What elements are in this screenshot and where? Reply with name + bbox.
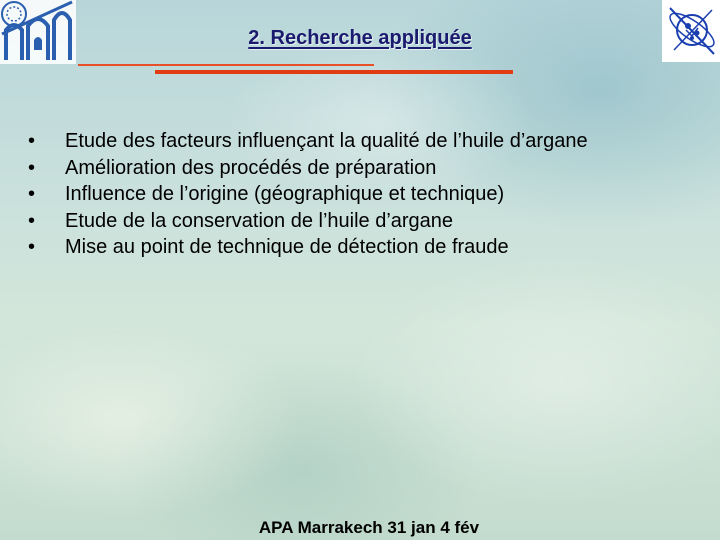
title-rule-thick: [155, 70, 513, 74]
bullet-icon: •: [28, 209, 36, 232]
bullet-item: [24, 208, 684, 235]
bullet-icon: •: [28, 236, 36, 258]
bullet-list: [24, 128, 684, 261]
bullet-text: Amélioration des procédés de préparation: [65, 156, 437, 179]
bullet-item: [24, 128, 684, 155]
slide-footer: APA Marrakech 31 jan 4 fév: [258, 518, 480, 537]
bullet-icon: •: [28, 156, 36, 179]
bullet-text: Mise au point de technique de détection de fraude: [65, 236, 509, 258]
bullet-icon: •: [28, 130, 36, 152]
bullet-item: [24, 155, 684, 182]
bullet-item: [24, 234, 684, 261]
bullet-text: Influence de l’origine (géographique et technique): [65, 183, 505, 205]
bullet-text: Etude de la conservation de l’huile d’argane: [65, 209, 454, 232]
title-rule-thin: [78, 64, 374, 66]
bullet-icon: •: [28, 183, 36, 205]
bullet-text: Etude des facteurs influençant la qualité de l’huile d’argane: [65, 130, 588, 152]
bullet-item: [24, 181, 684, 208]
slide-title: 2. Recherche appliquée: [248, 27, 472, 49]
